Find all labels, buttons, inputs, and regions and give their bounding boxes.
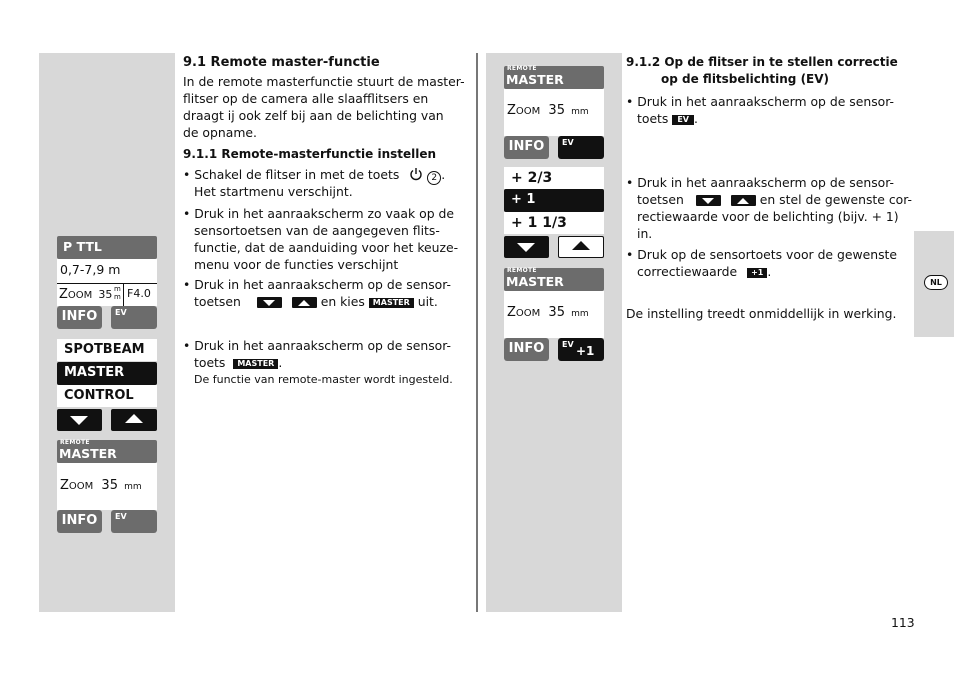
ev-key-label: EV — [672, 115, 694, 125]
lcd6-zoom — [507, 305, 589, 320]
lcd4-ev-label: EV — [562, 138, 574, 147]
lcd2-item-spotbeam[interactable] — [57, 339, 157, 361]
lcd1-unit-bottom: m — [114, 293, 121, 301]
up-key-icon-2 — [731, 195, 756, 206]
step4-toets: toets — [194, 355, 226, 370]
lcd2-item-master[interactable] — [57, 362, 157, 385]
lcd1-ev-label: EV — [115, 308, 127, 317]
lcd1-aperture: F4.0 — [127, 287, 151, 300]
step1-line1: • Schakel de flitser in met de toets 2 . — [183, 167, 446, 183]
r-step3-line1: • Druk op de sensortoets voor de gewenste — [626, 247, 898, 262]
down-key-icon-2 — [696, 195, 721, 206]
lcd1-mode-bar — [57, 236, 157, 259]
language-badge-label: NL — [930, 278, 942, 287]
lcd1-unit-top: m — [114, 285, 121, 293]
lcd5-up-button[interactable] — [558, 236, 604, 258]
right-heading-1: 9.1.2 Op de flitser in te stellen correctie — [626, 55, 898, 69]
step4-line2: toets MASTER . — [194, 355, 283, 370]
lcd4-info-button[interactable] — [504, 136, 549, 159]
lcd4-info-label: INFO — [508, 139, 545, 154]
lcd6-zoom-value: 35 — [548, 305, 565, 320]
lcd4-zoom-rest: OOM — [515, 106, 541, 117]
lcd4-zoom-z: Z — [507, 103, 516, 118]
r-step2-line4: in. — [637, 226, 653, 241]
lcd6-zoom-rest: OOM — [515, 308, 541, 319]
section-heading: 9.1 Remote master-functie — [183, 55, 380, 70]
page-number: 113 — [891, 615, 915, 630]
r-step3-line2: correctiewaarde +1 . — [637, 264, 772, 279]
circled-number-text: 2 — [431, 173, 438, 183]
language-badge — [924, 275, 948, 290]
lcd5-item-0-label: + 2/3 — [511, 170, 553, 186]
lcd1-zoom-rest: OOM — [67, 290, 93, 301]
lcd3-ev-button[interactable] — [111, 510, 157, 533]
lcd1-range: 0,7-7,9 m — [60, 262, 121, 277]
lcd2-item-spotbeam-label: SPOTBEAM — [64, 342, 145, 357]
lcd3-info-label: INFO — [61, 513, 98, 528]
master-key-label: MASTER — [369, 298, 414, 308]
lcd1-zoom-z: Z — [59, 287, 68, 302]
lcd5-item-plus-one[interactable] — [504, 189, 604, 212]
step1-line2: Het startmenu verschijnt. — [194, 184, 353, 199]
lcd5-item-2-label: + 1 1/3 — [511, 215, 567, 231]
lcd3-zoom-z: Z — [60, 478, 69, 493]
plus1-key-label: +1 — [747, 268, 767, 278]
lcd1-zoom-value: 35 — [98, 288, 113, 301]
lcd6-master: MASTER — [506, 274, 564, 289]
step2-line4: menu voor de functies verschijnt — [194, 257, 399, 272]
lcd1-vsep — [123, 284, 124, 306]
r-step2-line1: • Druk in het aanraakscherm op de sensor- — [626, 175, 895, 190]
step3-en-kies: en kies — [320, 294, 365, 309]
step3-line1: • Druk in het aanraakscherm op de sensor- — [183, 277, 452, 292]
r-final: De instelling treedt onmiddellijk in werking. — [626, 306, 897, 321]
lcd2-item-control[interactable] — [57, 385, 157, 407]
step4-note: De functie van remote-master wordt ingesteld. — [194, 373, 453, 386]
master-key-label-2: MASTER — [233, 359, 278, 369]
step2-line3: functie, dat de aanduiding voor het keuze- — [194, 240, 459, 255]
chevron-up-icon — [125, 414, 143, 423]
up-key-icon — [292, 297, 317, 308]
intro-line-3: draagt ij ook zelf bij aan de belichting van — [183, 108, 444, 123]
lcd1-mode: P TTL — [63, 239, 102, 254]
lcd2-item-master-label: MASTER — [64, 365, 125, 380]
intro-line-4: de opname. — [183, 125, 257, 140]
lcd3-remote: REMOTE — [60, 439, 90, 446]
r-step2-rest: en stel de gewenste cor- — [759, 192, 913, 207]
r-step1-line2: toets EV . — [637, 111, 698, 126]
subsection-heading: 9.1.1 Remote-masterfunctie instellen — [183, 147, 437, 161]
lcd2-down-button[interactable] — [57, 409, 102, 431]
r-step2-line2 — [637, 191, 912, 208]
lcd4-master: MASTER — [506, 72, 564, 87]
intro-line-2: flitser op de camera alle slaafflitsers en — [183, 91, 429, 106]
lcd1-info-button[interactable] — [57, 306, 102, 329]
r-step2-toetsen: toetsen — [637, 192, 684, 207]
intro-line-1: In de remote masterfunctie stuurt de master- — [183, 74, 465, 89]
step2-line1: • Druk in het aanraakscherm zo vaak op de — [183, 206, 455, 221]
lcd2-up-button[interactable] — [111, 409, 157, 431]
power-icon — [409, 167, 423, 181]
lcd5-item-1-label: + 1 — [511, 192, 536, 207]
chevron-down-icon — [517, 243, 535, 252]
step4-line1: • Druk in het aanraakscherm op de sensor- — [183, 338, 452, 353]
lcd4-remote: REMOTE — [507, 65, 537, 72]
lcd6-remote: REMOTE — [507, 267, 537, 274]
lcd3-master: MASTER — [59, 446, 117, 461]
lcd6-zoom-unit: mm — [571, 309, 589, 319]
lcd1-zoom — [59, 287, 112, 302]
column-divider — [476, 53, 478, 612]
lcd1-info-label: INFO — [61, 309, 98, 324]
lcd6-ev-label: EV — [562, 340, 574, 349]
step1-text: • Schakel de flitser in met de toets — [183, 167, 400, 182]
lcd5-item-plus-one-third[interactable] — [504, 212, 604, 234]
lcd6-info-button[interactable] — [504, 338, 549, 361]
step2-line2: sensortoetsen van de aangegeven flits- — [194, 223, 440, 238]
lcd4-zoom-value: 35 — [548, 103, 565, 118]
step3-line2 — [194, 293, 438, 310]
lcd3-zoom — [60, 478, 142, 493]
lcd3-info-button[interactable] — [57, 510, 102, 533]
circled-number — [427, 171, 441, 185]
lcd6-ev-value: +1 — [576, 344, 595, 358]
lcd4-zoom — [507, 103, 589, 118]
lcd5-down-button[interactable] — [504, 236, 549, 258]
chevron-down-icon — [70, 416, 88, 425]
lcd1-separator — [57, 283, 157, 284]
lcd5-item-plus-two-thirds[interactable] — [504, 167, 604, 189]
lcd6-zoom-z: Z — [507, 305, 516, 320]
lcd1-ev-button[interactable] — [111, 306, 157, 329]
lcd6-info-label: INFO — [508, 341, 545, 356]
lcd3-zoom-unit: mm — [124, 482, 142, 492]
r-step2-line3: rectiewaarde voor de belichting (bijv. + 1) — [637, 209, 899, 224]
r-step1-toets: toets — [637, 111, 669, 126]
lcd3-ev-label: EV — [115, 512, 127, 521]
r-step1-line1: • Druk in het aanraakscherm op de sensor- — [626, 94, 895, 109]
lcd4-zoom-unit: mm — [571, 107, 589, 117]
step3-uit: uit. — [417, 294, 438, 309]
r-step3-text: correctiewaarde — [637, 264, 738, 279]
chevron-up-icon — [572, 241, 590, 250]
lcd4-ev-button[interactable] — [558, 136, 604, 159]
down-key-icon — [257, 297, 282, 308]
lcd3-zoom-value: 35 — [101, 478, 118, 493]
lcd3-zoom-rest: OOM — [68, 481, 94, 492]
step3-toetsen: toetsen — [194, 294, 241, 309]
lcd2-item-control-label: CONTROL — [64, 388, 134, 403]
right-heading-2: op de flitsbelichting (EV) — [661, 72, 830, 86]
